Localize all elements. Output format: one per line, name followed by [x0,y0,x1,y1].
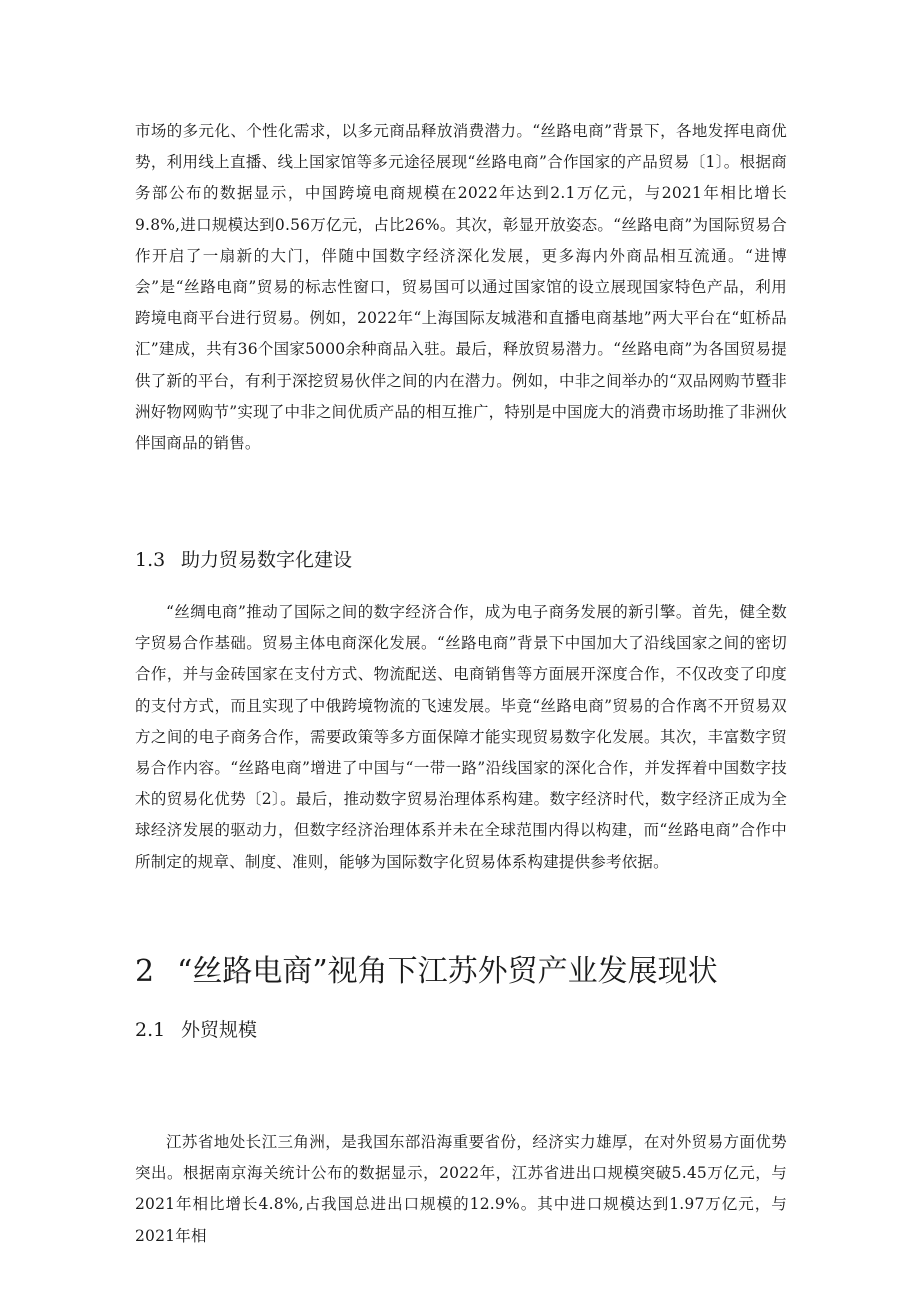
paragraph-2-1: 江苏省地处长江三角洲，是我国东部沿海重要省份，经济实力雄厚，在对外贸易方面优势突出。根据南京海关统计公布的数据显示，2022年，江苏省进出口规模突破5.45万亿元，与2021年相比增长4.8%,占我国总进出口规模的12.9%。其中进口规模达到1.97万亿元，与2021年相 [135,1133,787,1245]
paragraph-intro: 市场的多元化、个性化需求，以多元商品释放消费潜力。“丝路电商”背景下，各地发挥电商优势，利用线上直播、线上国家馆等多元途径展现“丝路电商”合作国家的产品贸易〔1〕。根据商务部公布的数据显示，中国跨境电商规模在2022年达到2.1万亿元，与2021年相比增长9.8%,进口规模达到0.56万亿元，占比26%。其次，彰显开放姿态。“丝路电商”为国际贸易合作开启了一扇新的大门，伴随中国数字经济深化发展，更多海内外商品相互流通。“进博会”是“丝路电商”贸易的标志性窗口，贸易国可以通过国家馆的设立展现国家特色产品，利用跨境电商平台进行贸易。例如，2022年“上海国际友城港和直播电商基地”两大平台在“虹桥品汇”建成，共有36个国家5000余种商品入驻。最后，释放贸易潜力。“丝路电商”为各国贸易提供了新的平台，有利于深挖贸易伙伴之间的内在潜力。例如，中非之间举办的“双品网购节暨非洲好物网购节”实现了中非之间优质产品的相互推广，特别是中国庞大的消费市场助推了非洲伙伴国商品的销售。 [135,122,787,453]
paragraph-1-3: “丝绸电商”推动了国际之间的数字经济合作，成为电子商务发展的新引擎。首先，健全数字贸易合作基础。贸易主体电商深化发展。“丝路电商”背景下中国加大了沿线国家之间的密切合作，并与金砖国家在支付方式、物流配送、电商销售等方面展开深度合作，不仅改变了印度的支付方式，而且实现了中俄跨境物流的飞速发展。毕竟“丝路电商”贸易的合作离不开贸易双方之间的电子商务合作，需要政策等多方面保障才能实现贸易数字化发展。其次，丰富数字贸易合作内容。“丝路电商”增进了中国与“一带一路”沿线国家的深化合作，并发挥着中国数字技术的贸易化优势〔2〕。最后，推动数字贸易治理体系构建。数字经济时代，数字经济正成为全球经济发展的驱动力，但数字经济治理体系并未在全球范围内得以构建，而“丝路电商”合作中所制定的规章、制度、准则，能够为国际数字化贸易体系构建提供参考依据。 [135,603,787,871]
section-title: 助力贸易数字化建设 [181,549,353,571]
chapter-title: “丝路电商”视角下江苏外贸产业发展现状 [177,954,718,989]
section-title: 外贸规模 [181,1019,258,1041]
section-heading-1-3 [135,546,352,574]
section-number: 2.1 [135,1019,166,1041]
section-number: 1.3 [135,549,166,571]
chapter-heading-2 [135,951,718,993]
section-heading-2-1 [135,1016,257,1044]
chapter-number: 2 [135,954,155,989]
